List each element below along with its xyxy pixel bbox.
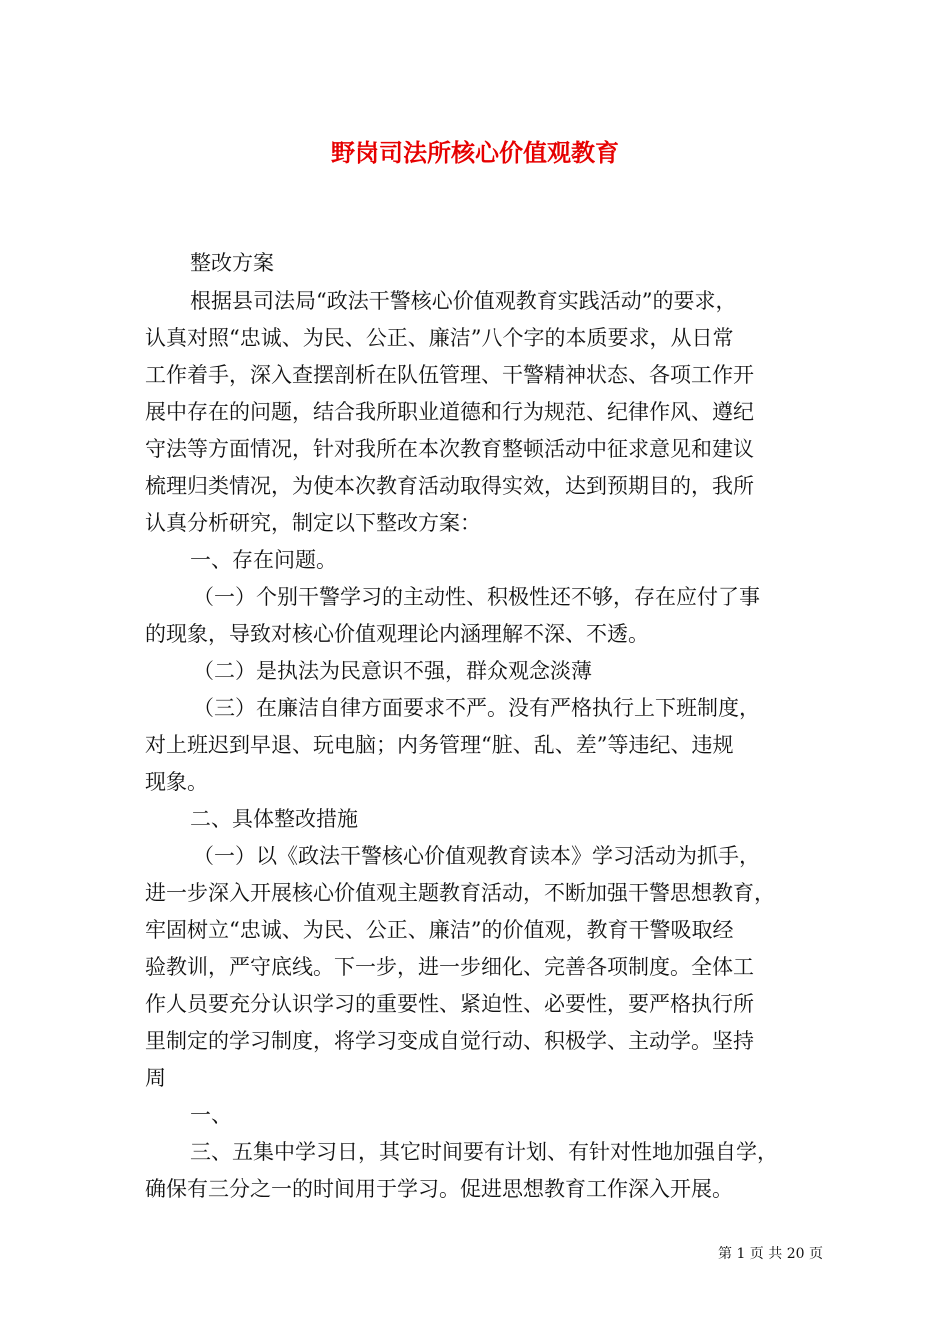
text-line: 的现象，导致对核心价值观理论内涵理解不深、不透。	[145, 622, 649, 646]
text-line: 作人员要充分认识学习的重要性、紧迫性、必要性，要严格执行所	[145, 992, 754, 1016]
text-line: 三、五集中学习日，其它时间要有计划、有针对性地加强自学，	[190, 1140, 778, 1164]
section-heading: 二、具体整改措施	[190, 807, 358, 831]
text-line: 周	[145, 1066, 166, 1090]
text-line: 根据县司法局“政法干警核心价值观教育实践活动”的要求，	[190, 289, 737, 313]
text-line: （二）是执法为民意识不强，群众观念淡薄	[193, 659, 592, 683]
text-line: （三）在廉洁自律方面要求不严。没有严格执行上下班制度，	[193, 696, 760, 720]
text-line: 确保有三分之一的时间用于学习。促进思想教育工作深入开展。	[145, 1177, 733, 1201]
text-line: 梳理归类情况，为使本次教育活动取得实效，达到预期目的，我所	[145, 474, 754, 498]
text-line: 对上班迟到早退、玩电脑；内务管理“脏、乱、差”等违纪、违规	[145, 733, 734, 757]
text-line: 现象。	[145, 770, 208, 794]
text-line: 认真分析研究，制定以下整改方案：	[145, 511, 481, 535]
text-line: 进一步深入开展核心价值观主题教育活动，不断加强干警思想教育，	[145, 881, 775, 905]
text-line: （一）以《政法干警核心价值观教育读本》学习活动为抓手，	[193, 844, 760, 868]
text-line: 认真对照“忠诚、为民、公正、廉洁”八个字的本质要求，从日常	[145, 326, 734, 350]
text-line: 整改方案	[190, 251, 274, 275]
document-title: 野岗司法所核心价值观教育	[331, 138, 619, 167]
text-line: 验教训，严守底线。下一步，进一步细化、完善各项制度。全体工	[145, 955, 754, 979]
text-line: 里制定的学习制度，将学习变成自觉行动、积极学、主动学。坚持	[145, 1029, 754, 1053]
section-heading: 一、存在问题。	[190, 548, 337, 572]
text-line: 一、	[190, 1103, 232, 1127]
text-line: 展中存在的问题，结合我所职业道德和行为规范、纪律作风、遵纪	[145, 400, 754, 424]
text-line: 工作着手，深入查摆剖析在队伍管理、干警精神状态、各项工作开	[145, 363, 754, 387]
text-line: 守法等方面情况，针对我所在本次教育整顿活动中征求意见和建议	[145, 437, 754, 461]
page-number-footer: 第 1 页 共 20 页	[718, 1246, 823, 1262]
text-line: 牢固树立“忠诚、为民、公正、廉洁”的价值观，教育干警吸取经	[145, 918, 734, 942]
text-line: （一）个别干警学习的主动性、积极性还不够，存在应付了事	[193, 585, 760, 609]
